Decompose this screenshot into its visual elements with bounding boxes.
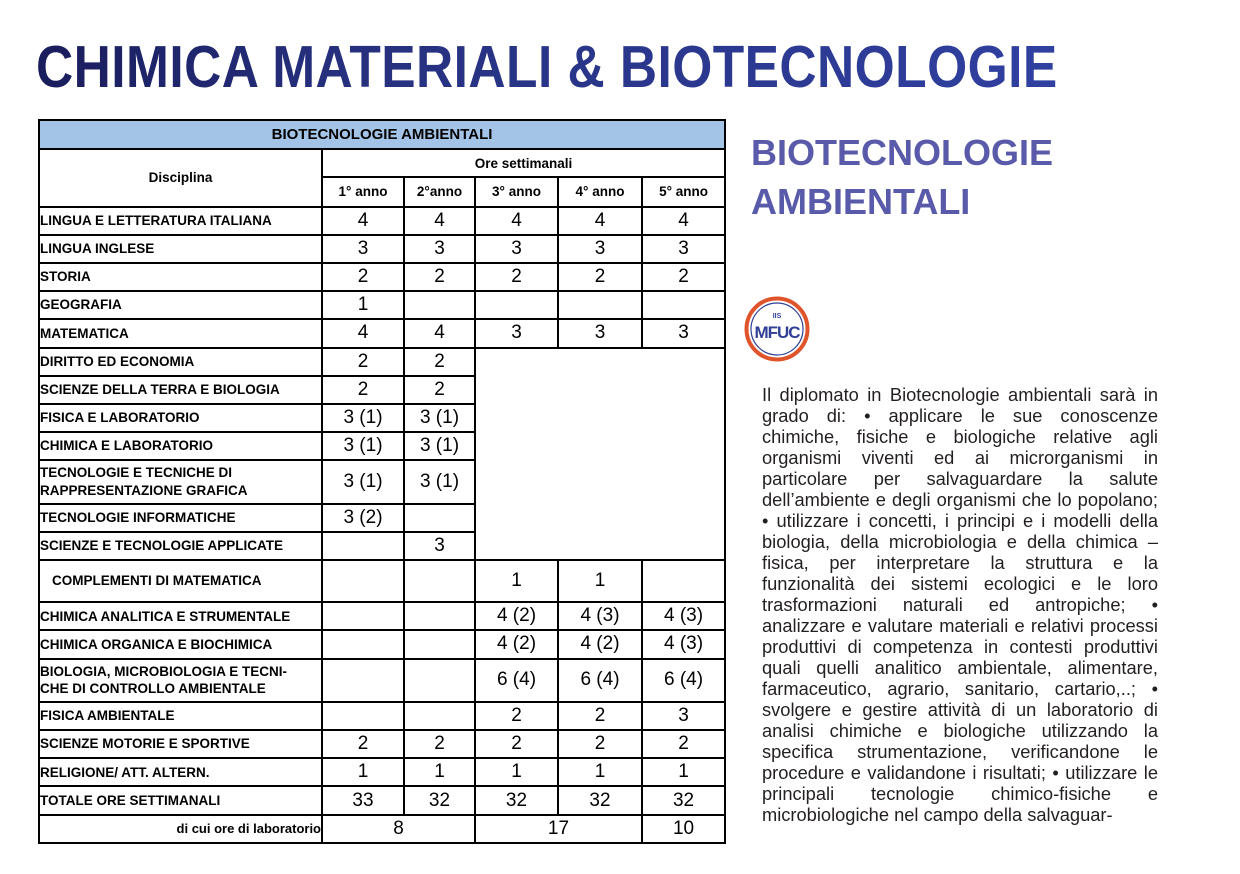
hours-cell: 2 [322, 730, 404, 758]
year-header: 5° anno [642, 177, 725, 206]
hours-cell [322, 532, 404, 560]
year-header: 2°anno [404, 177, 475, 206]
hours-cell [475, 291, 558, 319]
subject-label: RELIGIONE/ ATT. ALTERN. [39, 758, 322, 786]
hours-cell: 2 [475, 730, 558, 758]
total-row [39, 786, 725, 814]
hours-cell: 2 [322, 348, 404, 376]
hours-cell: 6 (4) [558, 659, 642, 702]
hours-cell [404, 702, 475, 730]
hours-cell: 3 (1) [322, 460, 404, 503]
subject-label: TECNOLOGIE E TECNICHE DI RAPPRESENTAZIONE GRAFICA [39, 460, 322, 503]
hours-cell: 1 [642, 758, 725, 786]
hours-cell [404, 659, 475, 702]
discipline-header: Disciplina [39, 149, 322, 206]
hours-cell: 3 [642, 319, 725, 347]
table-row [39, 758, 725, 786]
subject-label: LINGUA INGLESE [39, 235, 322, 263]
subject-label: TECNOLOGIE INFORMATICHE [39, 504, 322, 532]
description-text: Il diplomato in Biotecnologie ambientali sarà in grado di: • applicare le sue conoscenze chimiche, fisiche e biologiche relative agli organismi viventi ed ai microrganismi in particolare per salvaguardare la salute dell’ambiente e degli organismi che lo popolano; • utilizzare i concetti, i principi e i modelli della biologia, della microbiologia e della chimica – fisica, per interpretare la struttura e la funzionalità dei sistemi ecologici e le loro trasformazioni naturali ed antropiche; • analizzare e valutare materiali e relativi processi produttivi di competenza in contesti produttivi quali quelli analitico ambientale, alimentare, farmaceutico, agrario, sanitario, cartario,..; • svolgere e gestire attività di un laboratorio di analisi chimiche e biologiche utilizzando la specifica strumentazione, verificandone le procedure e validandone i risultati; • utilizzare le principali tecnologie chimico-fisiche e microbiologiche nel campo della salvaguar- [762, 384, 1158, 825]
hours-cell: 3 [558, 235, 642, 263]
hours-cell: 3 [404, 235, 475, 263]
table-row [39, 348, 725, 376]
hours-cell: 3 [475, 319, 558, 347]
hours-cell [642, 291, 725, 319]
hours-cell: 2 [558, 730, 642, 758]
total-cell: 32 [404, 786, 475, 814]
hours-cell: 4 [322, 319, 404, 347]
subject-label: FISICA AMBIENTALE [39, 702, 322, 730]
table-row [39, 235, 725, 263]
hours-cell [322, 659, 404, 702]
total-cell: 33 [322, 786, 404, 814]
hours-cell: 2 [404, 730, 475, 758]
hours-cell: 3 (1) [404, 432, 475, 460]
hours-cell: 2 [475, 702, 558, 730]
hours-cell: 3 (1) [322, 432, 404, 460]
section-title-line: BIOTECNOLOGIE [751, 132, 1054, 173]
hours-cell: 2 [558, 263, 642, 291]
hours-cell: 6 (4) [475, 659, 558, 702]
hours-cell: 1 [558, 560, 642, 602]
table-heading: BIOTECNOLOGIE AMBIENTALI [39, 120, 725, 149]
table-row [39, 560, 725, 602]
hours-cell: 2 [404, 376, 475, 404]
table-row [39, 319, 725, 347]
hours-cell: 1 [475, 758, 558, 786]
hours-cell: 3 (1) [404, 460, 475, 503]
hours-cell: 2 [642, 730, 725, 758]
hours-cell: 3 [642, 235, 725, 263]
hours-cell: 4 [642, 207, 725, 235]
hours-cell: 4 [475, 207, 558, 235]
table-row [39, 291, 725, 319]
subject-label: CHIMICA E LABORATORIO [39, 432, 322, 460]
hours-cell: 1 [558, 758, 642, 786]
hours-cell [558, 291, 642, 319]
hours-cell [322, 630, 404, 658]
subject-label: STORIA [39, 263, 322, 291]
section-title [751, 128, 1053, 226]
hours-cell: 4 (2) [475, 602, 558, 630]
hours-cell: 4 [404, 207, 475, 235]
hours-cell: 3 [475, 235, 558, 263]
table-row [39, 659, 725, 702]
hours-cell [322, 602, 404, 630]
subject-label: CHIMICA ORGANICA E BIOCHIMICA [39, 630, 322, 658]
table-row [39, 702, 725, 730]
hours-cell [404, 630, 475, 658]
hours-cell: 1 [404, 758, 475, 786]
subject-label: DIRITTO ED ECONOMIA [39, 348, 322, 376]
hours-cell: 2 [642, 263, 725, 291]
hours-cell: 2 [558, 702, 642, 730]
hours-cell [404, 504, 475, 532]
total-cell: 32 [642, 786, 725, 814]
hours-cell [404, 291, 475, 319]
hours-cell: 3 (1) [404, 404, 475, 432]
year-header: 3° anno [475, 177, 558, 206]
lab-hours-label: di cui ore di laboratorio [39, 815, 322, 843]
hours-cell: 3 (2) [322, 504, 404, 532]
hours-cell: 4 (3) [642, 602, 725, 630]
total-cell: 32 [475, 786, 558, 814]
hours-cell: 3 [558, 319, 642, 347]
subject-label: CHIMICA ANALITICA E STRUMENTALE [39, 602, 322, 630]
hours-cell: 2 [322, 376, 404, 404]
subject-label: MATEMATICA [39, 319, 322, 347]
subject-label: BIOLOGIA, MICROBIOLOGIA E TECNI- CHE DI CONTROLLO AMBIENTALE [39, 659, 322, 702]
hours-cell: 3 (1) [322, 404, 404, 432]
hours-cell: 4 [558, 207, 642, 235]
hours-cell: 4 [404, 319, 475, 347]
subject-label: SCIENZE MOTORIE E SPORTIVE [39, 730, 322, 758]
hours-cell [642, 560, 725, 602]
hours-cell [404, 602, 475, 630]
section-title-line: AMBIENTALI [751, 181, 971, 222]
hours-cell: 3 [642, 702, 725, 730]
subject-label: SCIENZE DELLA TERRA E BIOLOGIA [39, 376, 322, 404]
table-row [39, 263, 725, 291]
hours-cell: 4 (2) [558, 630, 642, 658]
total-label: TOTALE ORE SETTIMANALI [39, 786, 322, 814]
hours-cell: 3 [404, 532, 475, 560]
subject-label: COMPLEMENTI DI MATEMATICA [39, 560, 322, 602]
year-header: 4° anno [558, 177, 642, 206]
table-row [39, 630, 725, 658]
lab-hours-cell: 8 [322, 815, 475, 843]
hours-cell [322, 560, 404, 602]
hours-cell: 4 [322, 207, 404, 235]
curriculum-table [38, 119, 726, 844]
logo-small-text: IIS [772, 313, 782, 320]
logo-monogram: MFUC [754, 323, 800, 342]
table-row [39, 602, 725, 630]
hours-cell: 1 [322, 291, 404, 319]
hours-cell [322, 702, 404, 730]
table-row [39, 730, 725, 758]
table-row [39, 207, 725, 235]
hours-cell: 2 [322, 263, 404, 291]
lab-hours-row [39, 815, 725, 843]
hours-cell [404, 560, 475, 602]
subject-label: FISICA E LABORATORIO [39, 404, 322, 432]
hours-cell: 4 (3) [642, 630, 725, 658]
hours-cell: 4 (2) [475, 630, 558, 658]
hours-cell: 2 [404, 348, 475, 376]
hours-cell: 4 (3) [558, 602, 642, 630]
hours-cell: 2 [475, 263, 558, 291]
subject-label: GEOGRAFIA [39, 291, 322, 319]
year-header: 1° anno [322, 177, 404, 206]
subject-label: LINGUA E LETTERATURA ITALIANA [39, 207, 322, 235]
lab-hours-cell: 17 [475, 815, 642, 843]
total-cell: 32 [558, 786, 642, 814]
hours-cell: 1 [322, 758, 404, 786]
subject-label: SCIENZE E TECNOLOGIE APPLICATE [39, 532, 322, 560]
hours-cell: 2 [404, 263, 475, 291]
page-title: CHIMICA MATERIALI & BIOTECNOLOGIE [36, 34, 1058, 100]
hours-cell: 1 [475, 560, 558, 602]
hours-cell: 3 [322, 235, 404, 263]
school-logo-icon [744, 296, 810, 362]
empty-merged-cell [475, 348, 725, 560]
lab-hours-cell: 10 [642, 815, 725, 843]
hours-header: Ore settimanali [322, 149, 725, 177]
hours-cell: 6 (4) [642, 659, 725, 702]
